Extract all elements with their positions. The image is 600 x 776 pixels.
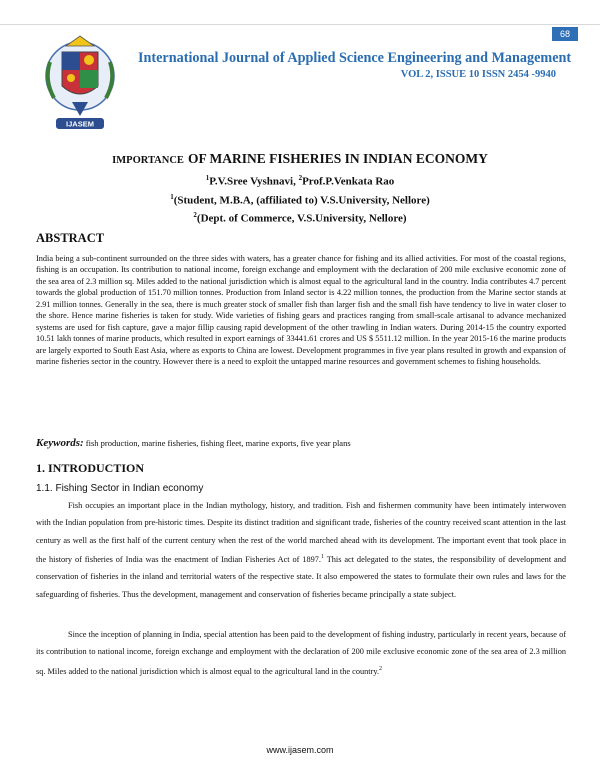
paper-title [0, 150, 600, 168]
affiliation-sup-1: 1 [170, 192, 174, 201]
abstract-heading: ABSTRACT [36, 231, 105, 245]
para1-part-a: Fish occupies an important place in the Indian mythology, history, and tradition. Fish and fishermen community have been intimately interwoven with the Indian population from pre-historic times. Despite its distinct tradition and significant trade, fisheries of the country received scant attention in the last century as well as the first half of the current century when the rest of the world marched ahead with its development. The important event that took place in the history of fisheries of India was the enactment of Indian Fisheries Act of 1897. [36, 501, 566, 564]
footer-url: www.ijasem.com [266, 745, 334, 755]
para2-text: Since the inception of planning in India, special attention has been paid to the development of fishing industry, particularly in recent years, because of its contribution to national income, foreign exchange and employment with the declaration of 200 mile exclusive economic zone of the sea area of 2.3 million sq. Miles added to the national jurisdiction which is almost equal to the agricultural land in the country. [36, 630, 566, 676]
intro-paragraph-2 [36, 626, 566, 680]
author-sup-1: 1 [205, 174, 210, 182]
author-sup-2: 2 [298, 174, 303, 182]
affiliation-text-2: (Dept. of Commerce, V.S.University, Nellore) [196, 212, 407, 225]
affiliation-1 [0, 190, 600, 209]
header-rule [0, 24, 600, 25]
subsection-heading: 1.1. Fishing Sector in Indian economy [36, 483, 204, 494]
journal-title: International Journal of Applied Science Engineering and Management [138, 50, 572, 66]
author-block [0, 171, 600, 227]
volume-issue: VOL 2, ISSUE 10 ISSN 2454 -9940 [400, 69, 556, 80]
page-number-badge: 68 [552, 27, 578, 41]
affiliation-2 [0, 208, 600, 227]
logo-text: IJASEM [66, 119, 94, 129]
journal-logo [36, 32, 124, 134]
keywords-label: Keywords: [36, 437, 84, 449]
title-prefix: IMPORTANCE [112, 155, 184, 166]
abstract-text: India being a sub-continent surrounded on the three sides with waters, has a greater chance for fishing and its allied activities. For most of the coastal regions, fishing is an occupation. Its contribution to national income, foreign exchange and employment with the declaration of 200 mile exclusive economic zone of the sea area of 2.3 million sq. Miles added to the national jurisdiction which is almost equal to the agricultural land in the country. India contributes 4.7 percent towards the global production of 151.70 million tonnes. Production from Inland sector is 4.22 million tonnes, the production from the Marine sector stands at 2.91 million tonnes. Generally in the sea, there is much greater stock of smaller fish than larger fish and the small fish have tendency to live in water closer to the shore. Hence marine fisheries is taken for study. Wide varieties of fishing gears and practices ranging from small-scale artisanal to advance mechanized systems are used for fish capture, gave a major fillip causing rapid development of the other trawling in Indian waters. During 2014-15 the country exported 10.51 lakh tonnes of marine products, which resulted in export earnings of 33441.61 crores and US $ 5511.12 million. In the year 2015-16 the marine products are largely exported to South East Asia, where as exports to China are lowest. Development programmes in five year plans resulted in growth and expansion of marine fisheries sector in the country. However there is a need to exploit the untapped marine resources and government schemes to fishing households. [36, 254, 566, 367]
author-names [0, 171, 600, 190]
affiliation-sup-2: 2 [193, 211, 197, 220]
intro-paragraph-1 [36, 497, 566, 603]
author-name-1: P.V.Sree Vyshnavi, [209, 175, 299, 188]
footnote-ref-2: 2 [379, 665, 383, 672]
keywords-line [36, 437, 570, 449]
introduction-heading: 1. INTRODUCTION [36, 461, 145, 475]
footnote-ref-1: 1 [320, 554, 324, 561]
affiliation-text-1: (Student, M.B.A, (affiliated to) V.S.University, Nellore) [173, 194, 430, 207]
author-name-2: Prof.P.Venkata Rao [302, 175, 395, 188]
title-main: OF MARINE FISHERIES IN INDIAN ECONOMY [187, 151, 488, 166]
keywords-list: fish production, marine fisheries, fishing fleet, marine exports, five year plans [83, 438, 351, 448]
para1-part-b: This act delegated to the states, the responsibility of development and conservation of fisheries in the inland and territorial waters of the respective state. It also empowered the states to formulate their own rules and laws for the safeguarding of fisheries. Thus the development, management and conservation of fisheries became principally a state subject. [36, 554, 566, 599]
